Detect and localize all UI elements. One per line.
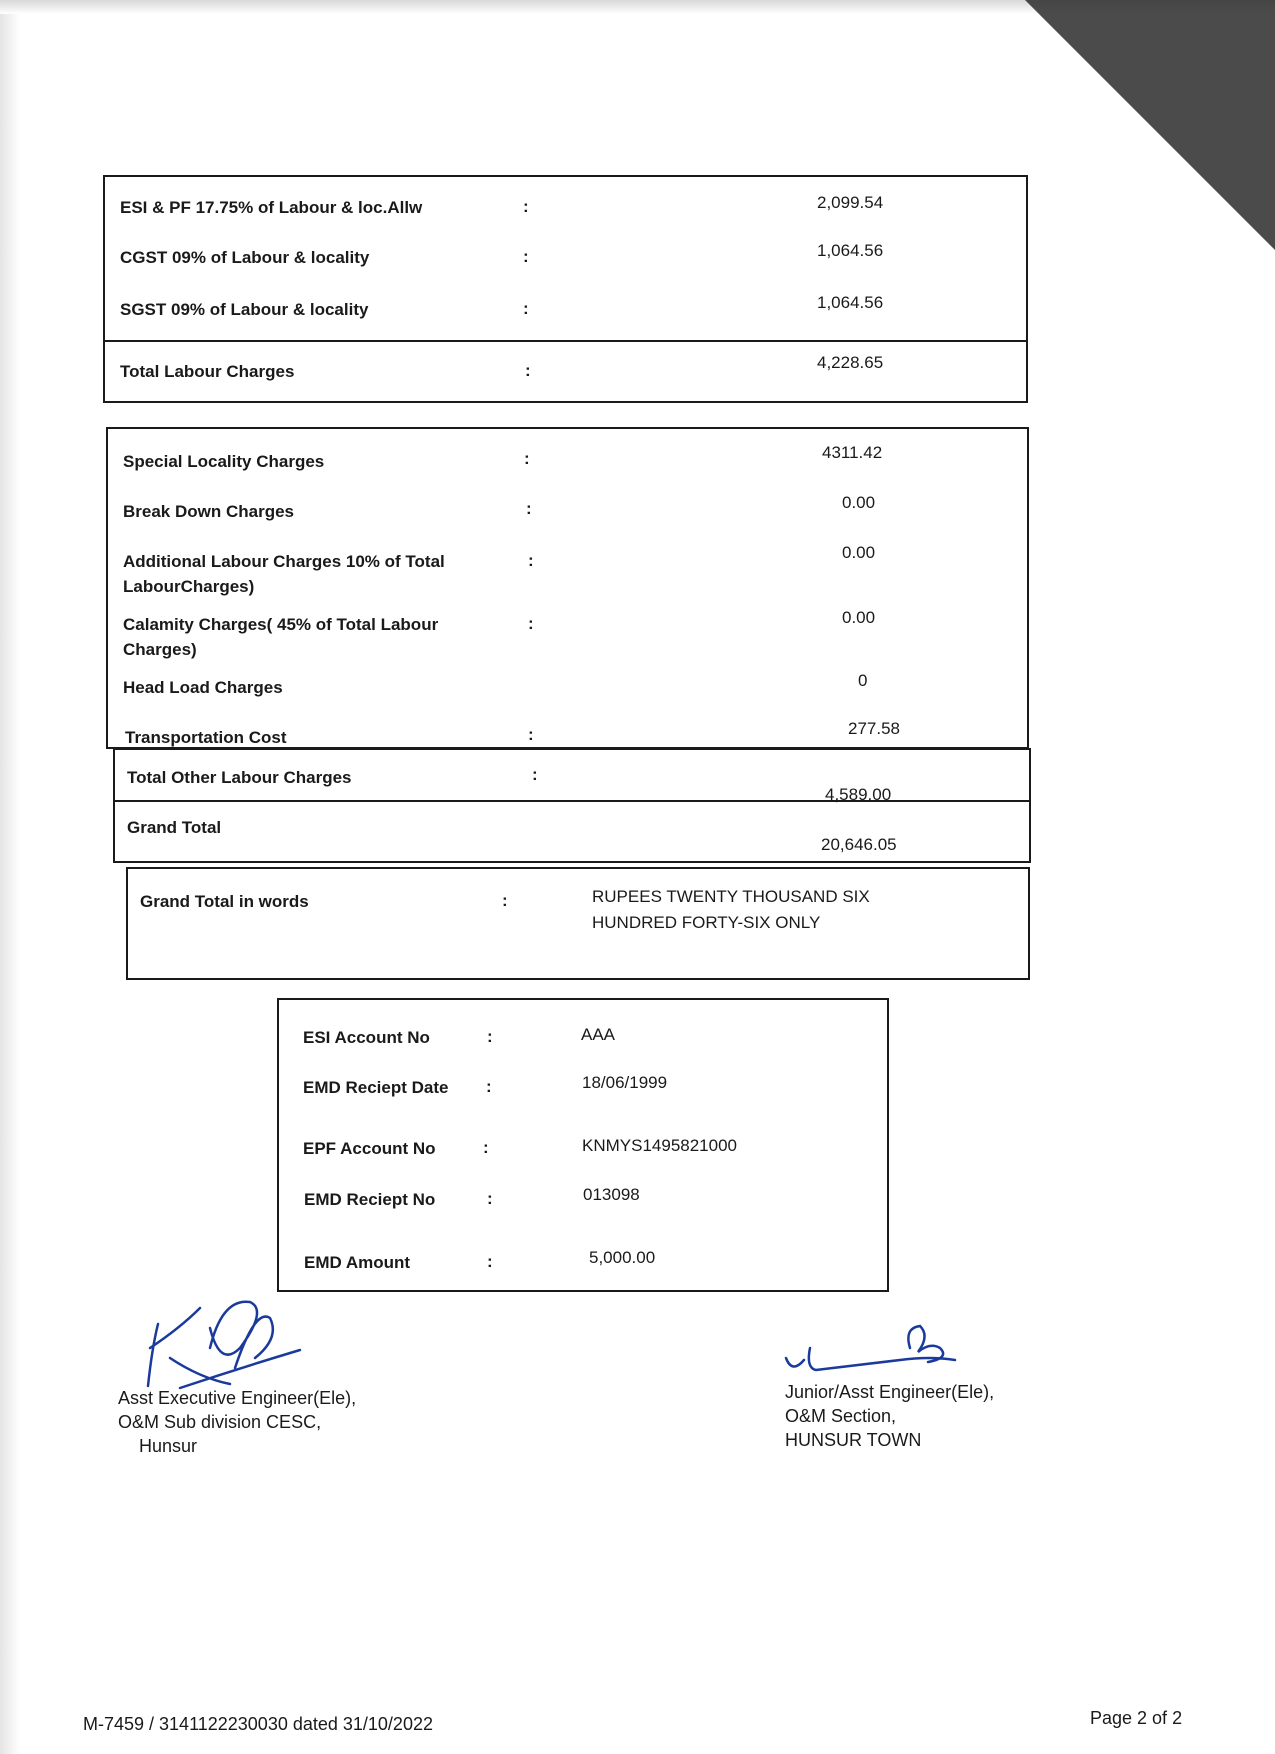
row-label: Calamity Charges( 45% of Total Labour Charges) [123, 615, 439, 659]
row-colon: : [523, 247, 529, 266]
row-colon: : [523, 197, 529, 216]
labour-row-sgst [105, 293, 1026, 327]
totals-row-grand [115, 815, 1029, 854]
totals-box [113, 748, 1031, 863]
signature-right-icon [780, 1318, 970, 1378]
row-value: 0.00 [842, 543, 876, 562]
row-colon: : [523, 299, 529, 318]
words-colon: : [502, 891, 508, 910]
account-row-epf [279, 1136, 887, 1166]
row-colon: : [528, 551, 534, 570]
words-label: Grand Total in words [140, 892, 309, 911]
row-value: 4311.42 [822, 443, 883, 462]
labour-row-esi-pf [105, 195, 1026, 225]
row-colon: : [487, 1189, 493, 1208]
row-colon: : [486, 1077, 492, 1096]
row-value: 0 [858, 671, 868, 690]
footer-reference: M-7459 / 3141122230030 dated 31/10/2022 [83, 1714, 433, 1734]
row-value: 5,000.00 [589, 1248, 656, 1267]
other-row-head-load [108, 671, 1027, 705]
row-label: SGST 09% of Labour & locality [120, 300, 369, 319]
row-colon: : [526, 499, 532, 518]
signature-left-line-3: Hunsur [139, 1436, 198, 1456]
row-label: Total Labour Charges [120, 362, 295, 381]
footer-page-number: Page 2 of 2 [1090, 1708, 1183, 1728]
signature-left-block [118, 1386, 356, 1458]
row-colon: : [487, 1252, 493, 1271]
row-label: ESI & PF 17.75% of Labour & loc.Allw [120, 198, 423, 217]
row-label: ESI Account No [303, 1028, 430, 1047]
row-value: 0.00 [842, 608, 876, 627]
row-value: AAA [581, 1025, 616, 1044]
row-value: 4,589.00 [825, 785, 892, 804]
signature-right-line-2: O&M Section, [785, 1406, 897, 1426]
other-row-special-locality [108, 443, 1027, 479]
account-details-box [277, 998, 889, 1292]
row-value: 013098 [583, 1185, 640, 1204]
account-row-emd-date [279, 1075, 887, 1105]
row-value: 20,646.05 [821, 835, 897, 854]
totals-divider [115, 800, 1029, 802]
signature-left-line-1: Asst Executive Engineer(Ele), [118, 1388, 357, 1408]
other-row-break-down [108, 493, 1027, 529]
words-line-1: RUPEES TWENTY THOUSAND SIX [592, 887, 870, 906]
row-label: Transportation Cost [125, 728, 287, 747]
row-value: 277.58 [848, 719, 900, 738]
other-charges-box [106, 427, 1029, 749]
scan-corner-fold [1025, 0, 1275, 250]
totals-row-other-labour [115, 765, 1029, 804]
account-row-emd-amount [279, 1250, 887, 1280]
row-value: 0.00 [842, 493, 876, 512]
row-value: 2,099.54 [817, 193, 884, 212]
signature-left-icon [140, 1288, 320, 1398]
account-row-esi [279, 1025, 887, 1055]
signature-right-block [785, 1380, 994, 1452]
grand-total-words-box [126, 867, 1030, 980]
row-colon: : [528, 725, 534, 744]
row-colon: : [525, 361, 531, 380]
row-label: EMD Reciept No [304, 1190, 436, 1209]
row-value: 4,228.65 [817, 353, 884, 372]
row-colon: : [532, 765, 538, 784]
signature-left-line-2: O&M Sub division CESC, [118, 1412, 322, 1432]
labour-divider [105, 340, 1026, 342]
row-label: EMD Amount [304, 1253, 411, 1272]
other-row-additional-labour [108, 543, 1027, 603]
row-value: KNMYS1495821000 [582, 1136, 738, 1155]
row-colon: : [483, 1138, 489, 1157]
row-label: Break Down Charges [123, 502, 294, 521]
signature-right-line-1: Junior/Asst Engineer(Ele), [785, 1382, 995, 1402]
signature-right-line-3: HUNSUR TOWN [785, 1430, 922, 1450]
account-row-emd-no [279, 1187, 887, 1217]
row-label: Additional Labour Charges 10% of Total LabourCharges) [123, 552, 445, 596]
row-label: CGST 09% of Labour & locality [120, 248, 370, 267]
row-value: 18/06/1999 [582, 1073, 668, 1092]
row-label: EMD Reciept Date [303, 1078, 449, 1097]
words-line-2: HUNDRED FORTY-SIX ONLY [592, 913, 821, 932]
row-colon: : [524, 449, 530, 468]
other-row-calamity [108, 608, 1027, 666]
labour-charges-box [103, 175, 1028, 403]
row-colon: : [487, 1027, 493, 1046]
row-label: Total Other Labour Charges [127, 768, 352, 787]
labour-row-cgst [105, 241, 1026, 275]
row-value: 1,064.56 [817, 293, 884, 312]
row-label: Special Locality Charges [123, 452, 325, 471]
row-label: EPF Account No [303, 1139, 436, 1158]
labour-row-total [105, 353, 1026, 389]
row-colon: : [528, 614, 534, 633]
scan-left-shadow [0, 14, 20, 1754]
row-label: Grand Total [127, 818, 222, 837]
row-label: Head Load Charges [123, 678, 283, 697]
row-value: 1,064.56 [817, 241, 884, 260]
